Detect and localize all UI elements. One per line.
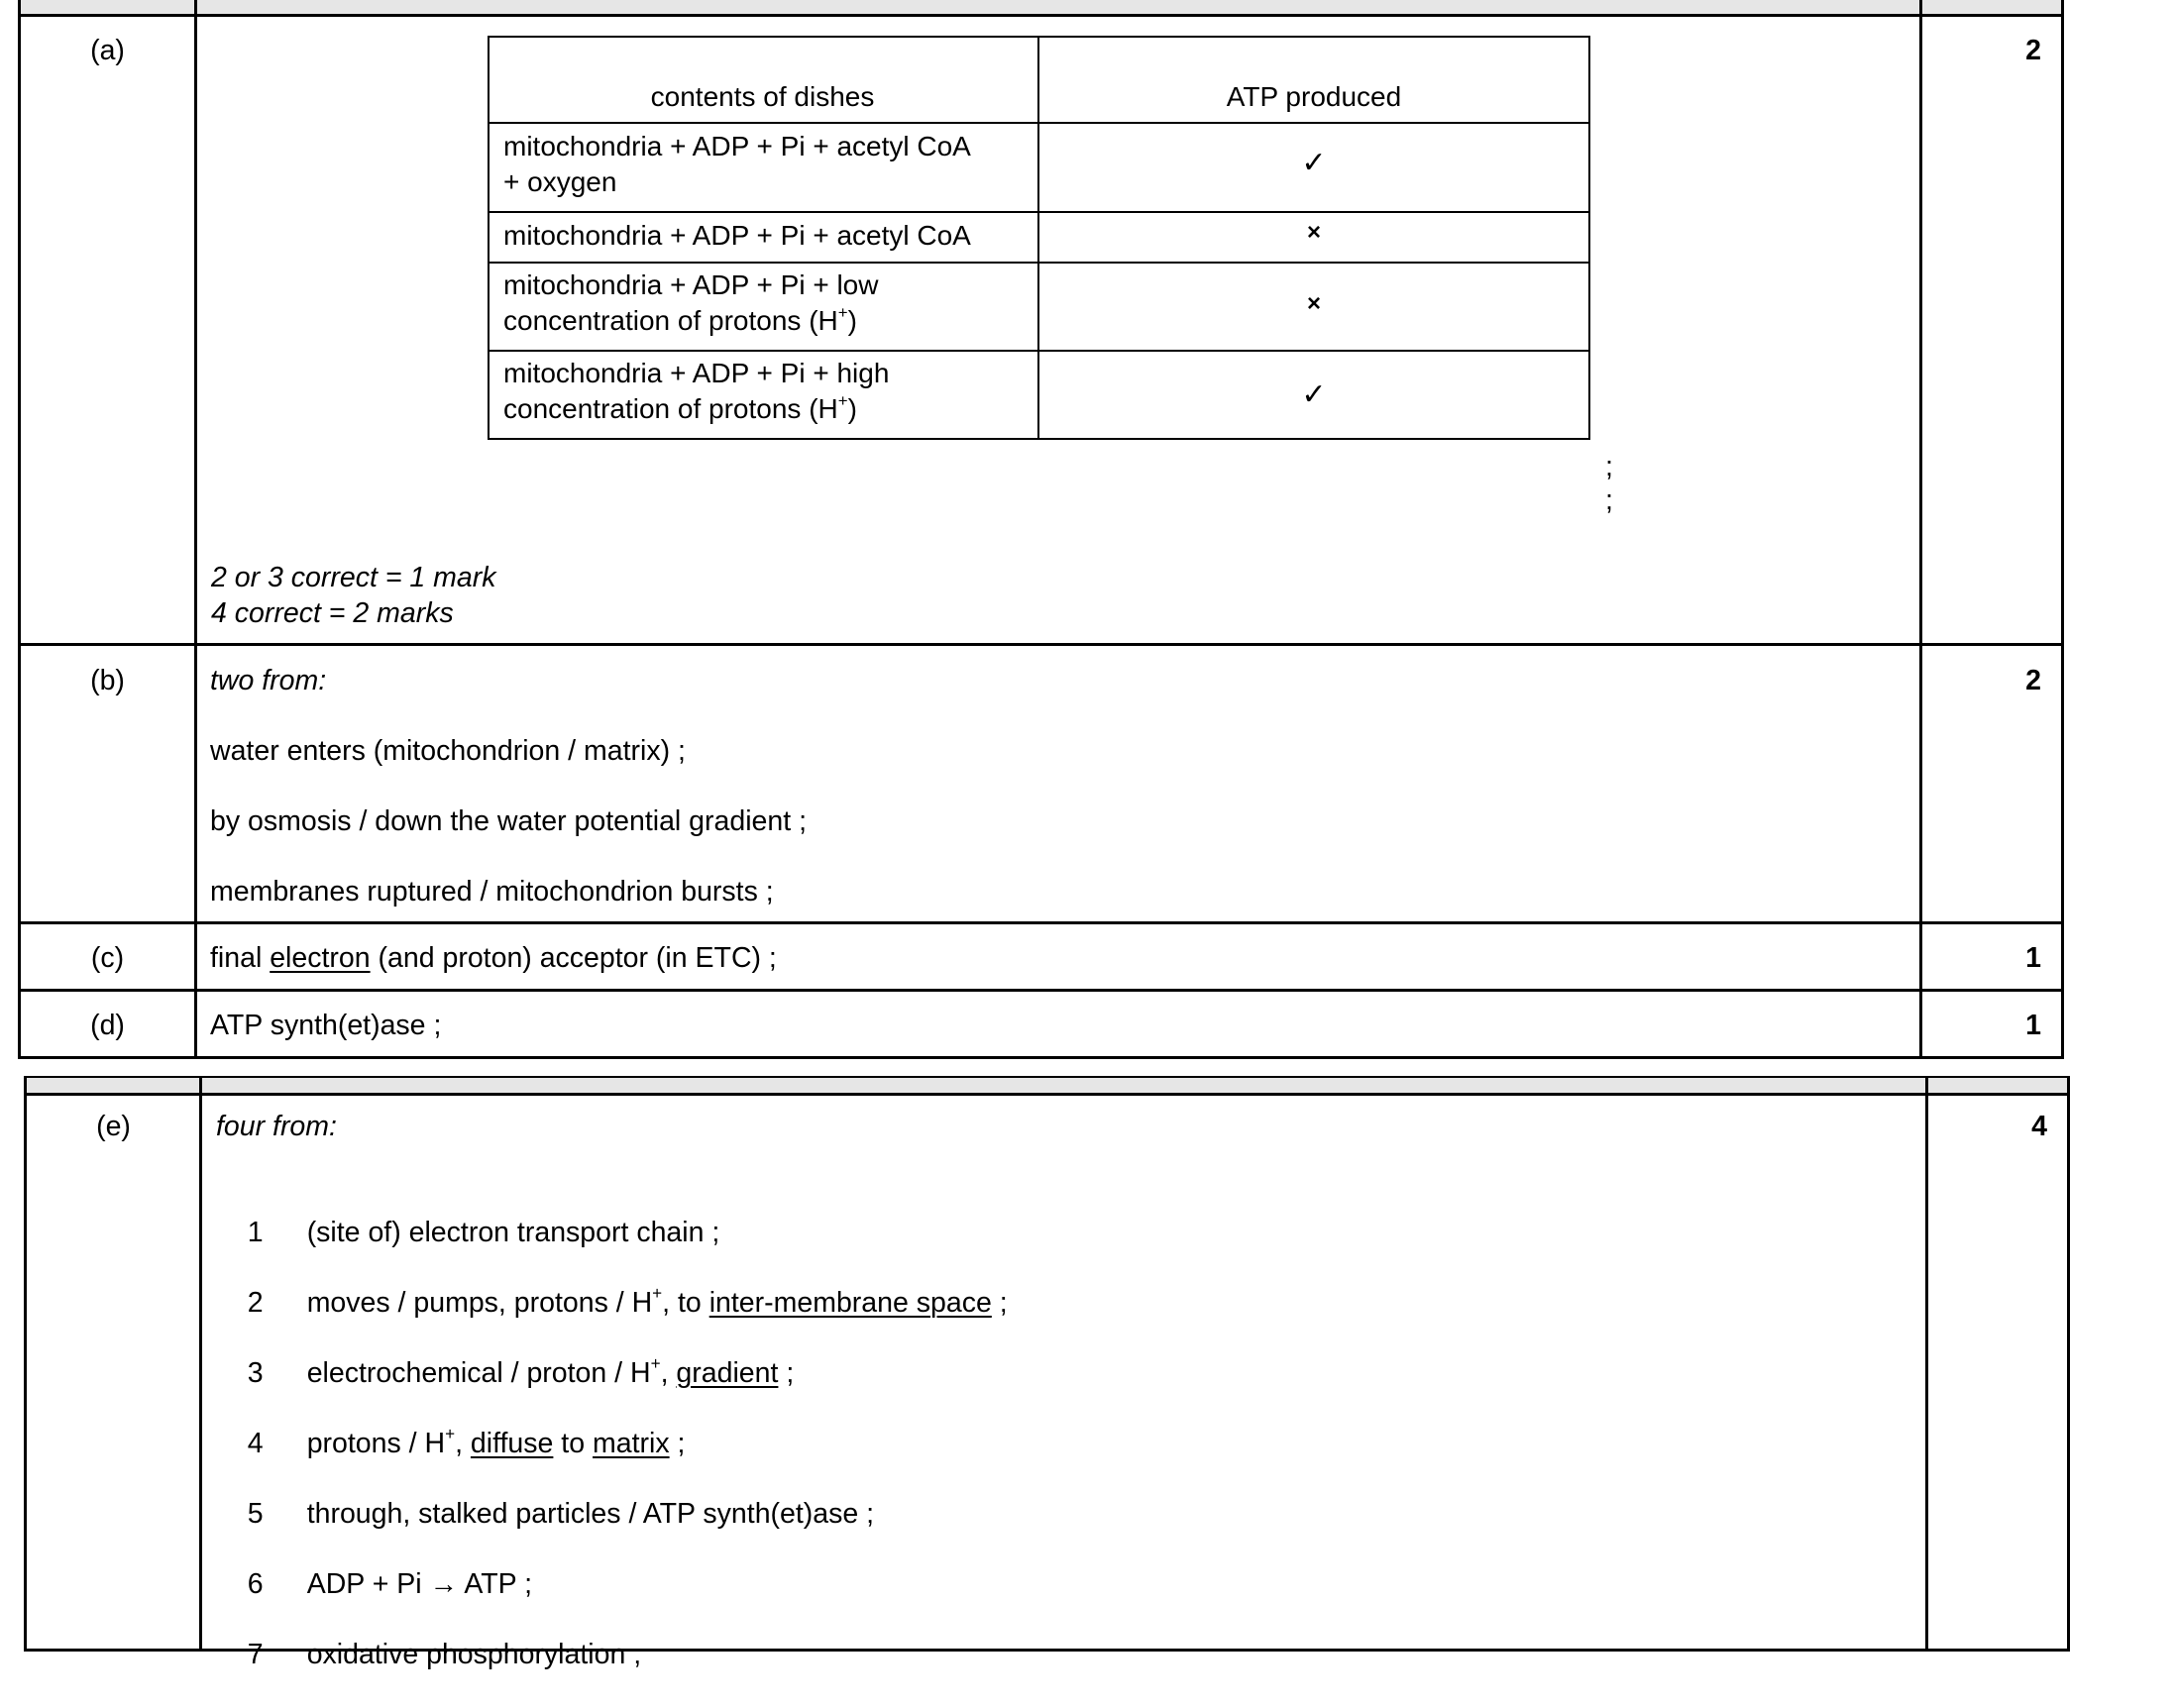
part-a-marks: 2 <box>2025 35 2041 66</box>
cross-icon: × <box>1306 290 1321 317</box>
mark-semicolons: ; ; <box>1605 451 1613 516</box>
list-item: 6 ADP + Pi → ATP ; <box>247 1567 532 1600</box>
tick-icon: ✓ <box>1301 378 1327 411</box>
part-b-label: (b) <box>90 665 125 696</box>
list-item: 1 (site of) electron transport chain ; <box>247 1216 720 1248</box>
list-item: water enters (mitochondrion / matrix) ; <box>210 735 686 767</box>
list-item: by osmosis / down the water potential gradient ; <box>210 805 807 837</box>
part-e-marks: 4 <box>2031 1111 2047 1142</box>
part-c-marks: 1 <box>2025 942 2041 974</box>
table-row-2-contents: mitochondria + ADP + Pi + acetyl CoA <box>503 220 971 251</box>
part-b-intro: two from: <box>210 665 327 696</box>
atp-results-table <box>488 36 1590 440</box>
list-item: 3 electrochemical / proton / H+, gradient ; <box>247 1354 795 1389</box>
cross-icon: × <box>1306 219 1321 246</box>
list-item: 5 through, stalked particles / ATP synth(et)ase ; <box>247 1497 875 1530</box>
list-item: 2 moves / pumps, protons / H+, to inter-membrane space ; <box>247 1284 1008 1319</box>
tick-icon: ✓ <box>1301 147 1327 179</box>
guidance-note-1: 2 or 3 correct = 1 mark <box>211 562 496 593</box>
part-a-label: (a) <box>90 35 125 66</box>
part-e-label: (e) <box>96 1111 131 1142</box>
list-item: membranes ruptured / mitochondrion bursts ; <box>210 876 774 907</box>
part-c-label: (c) <box>90 942 125 974</box>
part-e-intro: four from: <box>216 1111 337 1142</box>
list-item: 4 protons / H+, diffuse to matrix ; <box>247 1425 686 1459</box>
part-b-marks: 2 <box>2025 665 2041 696</box>
table-row-3-contents: mitochondria + ADP + Pi + low concentration of protons (H+) <box>503 269 879 336</box>
header-atp-produced: ATP produced <box>1226 81 1402 112</box>
part-c-answer: final electron (and proton) acceptor (in ETC) ; <box>210 942 777 974</box>
guidance-note-2: 4 correct = 2 marks <box>211 597 454 629</box>
part-d-answer: ATP synth(et)ase ; <box>210 1010 442 1041</box>
table-row-1-contents: mitochondria + ADP + Pi + acetyl CoA + oxygen <box>503 131 971 197</box>
part-d-marks: 1 <box>2025 1010 2041 1041</box>
table-row-4-contents: mitochondria + ADP + Pi + high concentration of protons (H+) <box>503 358 890 424</box>
part-d-label: (d) <box>90 1010 125 1041</box>
list-item: 7 oxidative phosphorylation ; <box>247 1638 642 1670</box>
header-contents-of-dishes: contents of dishes <box>650 81 875 112</box>
